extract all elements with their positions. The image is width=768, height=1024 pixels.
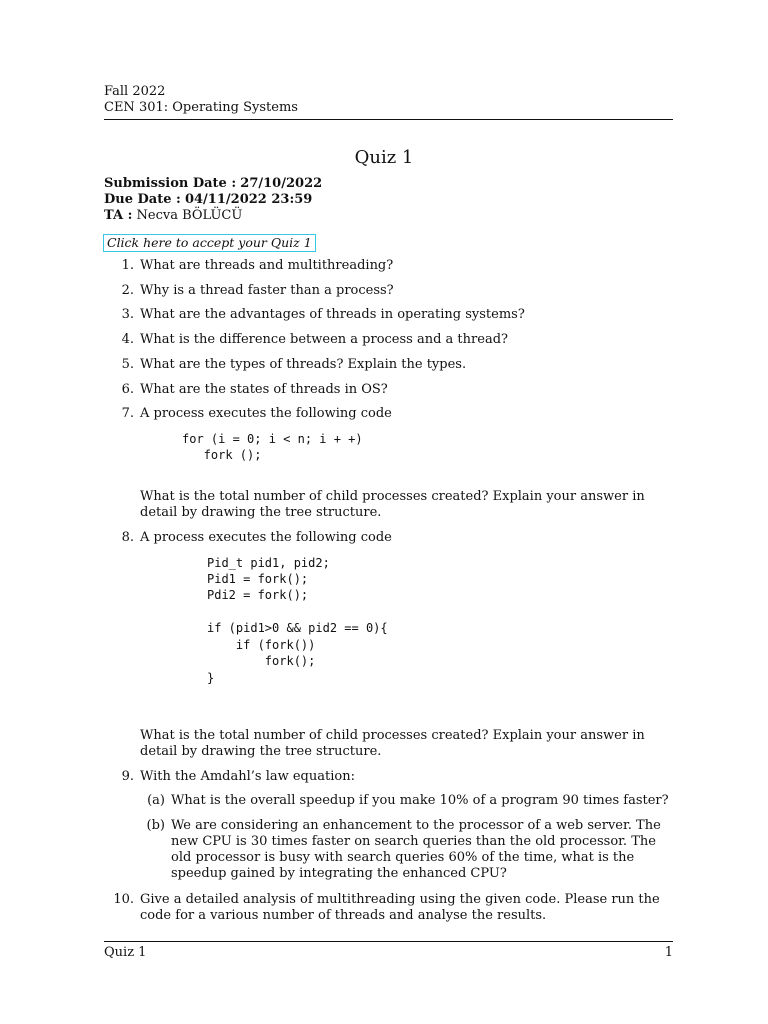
question-number-10: 10. [113, 892, 134, 907]
question-number-4: 4. [121, 332, 134, 347]
submission-label: Submission Date : [104, 176, 237, 191]
question-text-6: What are the states of threads in OS? [140, 382, 388, 397]
code-line: fork(); [207, 654, 316, 668]
footer-title: Quiz 1 [104, 945, 147, 960]
question-text-1: What are threads and multithreading? [140, 258, 394, 273]
question-number-9: 9. [121, 769, 134, 784]
question-text-4: What is the difference between a process and a thread? [140, 332, 508, 347]
code-line: for (i = 0; i < n; i + +) [182, 432, 363, 446]
question-text-5: What are the types of threads? Explain the types. [140, 357, 467, 372]
submission-value: 27/10/2022 [240, 176, 323, 191]
question-number-3: 3. [121, 307, 134, 322]
code-line: Pid_t pid1, pid2; [207, 556, 330, 570]
question-number-6: 6. [121, 382, 134, 397]
question-followup-7: What is the total number of child processes created? Explain your answer in detail by drawing the tree structure. [140, 489, 645, 520]
due-label: Due Date : [104, 192, 181, 207]
code-line: Pdi2 = fork(); [207, 588, 309, 602]
course-label: CEN 301: Operating Systems [104, 100, 298, 115]
question-text-8: A process executes the following code [140, 530, 392, 545]
subquestion-number-b: (b) [146, 818, 165, 833]
ta-info [104, 208, 242, 224]
subquestion-text-a: What is the overall speedup if you make 10% of a program 90 times faster? [171, 793, 669, 808]
question-number-8: 8. [121, 530, 134, 545]
footer-rule [104, 941, 673, 942]
question-text-2: Why is a thread faster than a process? [140, 283, 394, 298]
due-value: 04/11/2022 23:59 [184, 192, 313, 207]
question-followup-8: What is the total number of child processes created? Explain your answer in detail by drawing the tree structure. [140, 728, 645, 759]
question-text-10: Give a detailed analysis of multithreading using the given code. Please run the code for a various number of threads and analyse the results. [140, 892, 660, 923]
question-number-1: 1. [121, 258, 134, 273]
code-line: Pid1 = fork(); [207, 572, 309, 586]
ta-label: TA : [104, 208, 133, 223]
subquestion-number-a: (a) [147, 793, 165, 808]
page-title: Quiz 1 [354, 147, 414, 168]
subquestion-text-b: We are considering an enhancement to the processor of a web server. The new CPU is 30 times faster on search queries than the old processor. The old processor is busy with search queries 60% of the time, what is the speedup gained by integrating the enhanced CPU? [171, 818, 661, 881]
term-label: Fall 2022 [104, 84, 166, 99]
ta-value: Necva BÖLÜCÜ [136, 208, 243, 223]
code-line: } [207, 671, 215, 685]
question-number-7: 7. [121, 406, 134, 421]
code-line: if (fork()) [207, 638, 316, 652]
due-date [104, 192, 312, 208]
question-text-9: With the Amdahl’s law equation: [140, 769, 355, 784]
accept-quiz-link[interactable]: Click here to accept your Quiz 1 [103, 234, 316, 252]
header-rule [104, 119, 673, 120]
question-number-5: 5. [121, 357, 134, 372]
question-number-2: 2. [121, 283, 134, 298]
page-number: 1 [664, 945, 673, 960]
code-line: fork (); [182, 448, 262, 462]
code-line: if (pid1>0 && pid2 == 0){ [207, 621, 388, 635]
submission-date [104, 176, 322, 192]
question-text-7: A process executes the following code [140, 406, 392, 421]
question-text-3: What are the advantages of threads in operating systems? [140, 307, 525, 322]
